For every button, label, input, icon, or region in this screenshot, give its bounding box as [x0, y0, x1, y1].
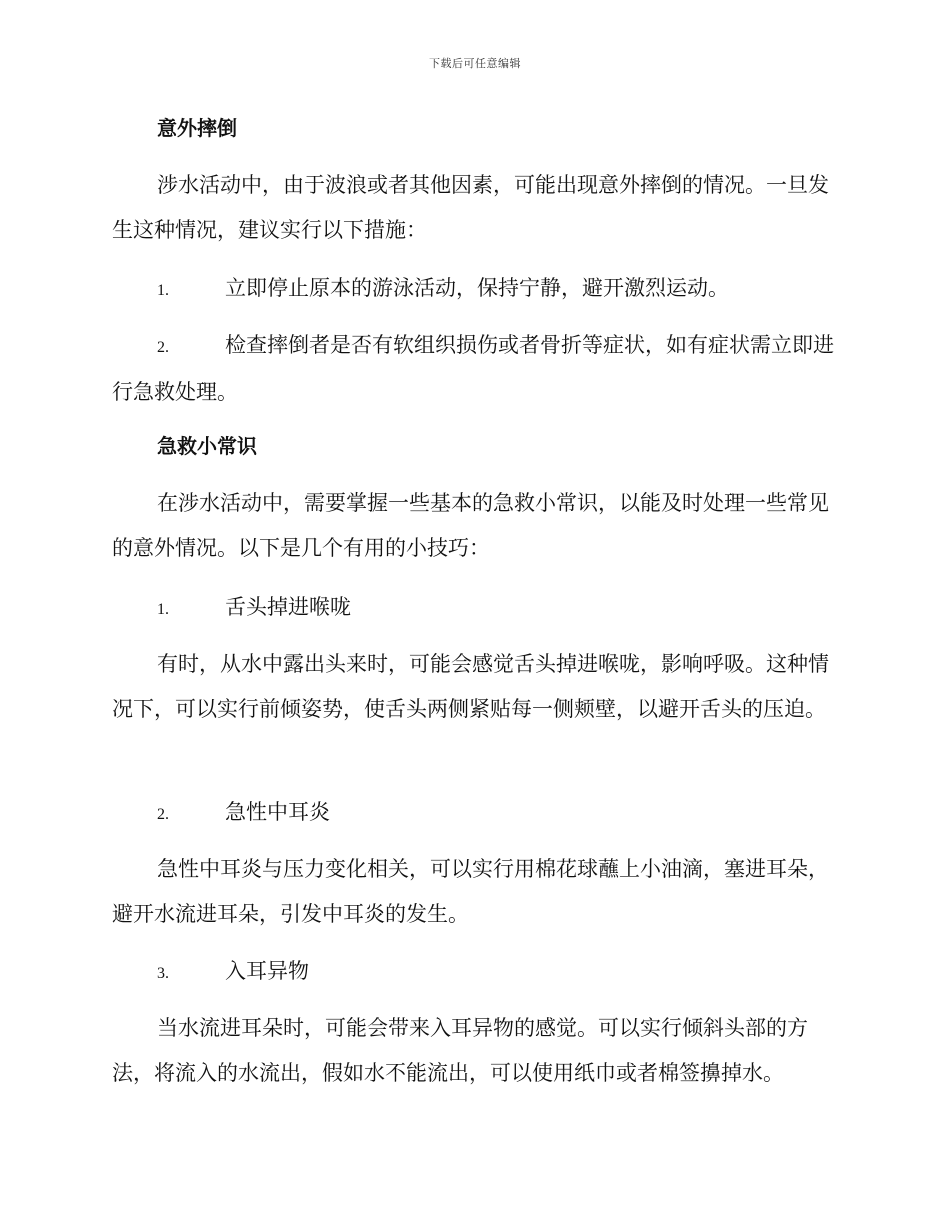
paragraph-otitis: 急性中耳炎与压力变化相关，可以实行用棉花球蘸上小油滴，塞进耳朵，避开水流进耳朵，引发中耳炎的发生。 — [112, 857, 829, 926]
list-number: 1. — [157, 601, 169, 618]
paragraph-first-aid-intro: 在涉水活动中，需要掌握一些基本的急救小常识，以能及时处理一些常见的意外情况。以下是几个有用的小技巧： — [112, 491, 829, 560]
list-item-title: 舌头掉进喉咙 — [225, 595, 351, 619]
paragraph-foreign-body: 当水流进耳朵时，可能会带来入耳异物的感觉。可以实行倾斜头部的方法，将流入的水流出，假如水不能流出，可以使用纸巾或者棉签擤掉水。 — [112, 1016, 808, 1085]
list-number: 3. — [157, 965, 169, 982]
list-item-title: 急性中耳炎 — [225, 800, 330, 824]
list-number: 2. — [157, 339, 169, 356]
list-item-title: 入耳异物 — [225, 959, 309, 983]
list-number: 2. — [157, 806, 169, 823]
page-header: 下载后可任意编辑 — [429, 57, 521, 70]
list-number: 1. — [157, 282, 169, 299]
paragraph-fall-intro: 涉水活动中，由于波浪或者其他因素，可能出现意外摔倒的情况。一旦发生这种情况，建议实行以下措施： — [112, 173, 829, 242]
section-heading-fall: 意外摔倒 — [157, 116, 237, 140]
list-item-foreign-body — [112, 949, 837, 996]
list-item-tongue — [112, 585, 837, 632]
list-item-fall-2 — [112, 323, 837, 415]
list-item-fall-1 — [112, 266, 837, 313]
list-item-otitis — [112, 790, 837, 837]
list-item-text: 立即停止原本的游泳活动，保持宁静，避开激烈运动。 — [225, 276, 729, 300]
list-item-text: 检查摔倒者是否有软组织损伤或者骨折等症状，如有症状需立即进行急救处理。 — [112, 333, 834, 404]
section-heading-first-aid: 急救小常识 — [157, 434, 257, 458]
paragraph-tongue: 有时，从水中露出头来时，可能会感觉舌头掉进喉咙，影响呼吸。这种情况下，可以实行前倾姿势，使舌头两侧紧贴每一侧颊壁，以避开舌头的压迫。 — [112, 652, 829, 721]
